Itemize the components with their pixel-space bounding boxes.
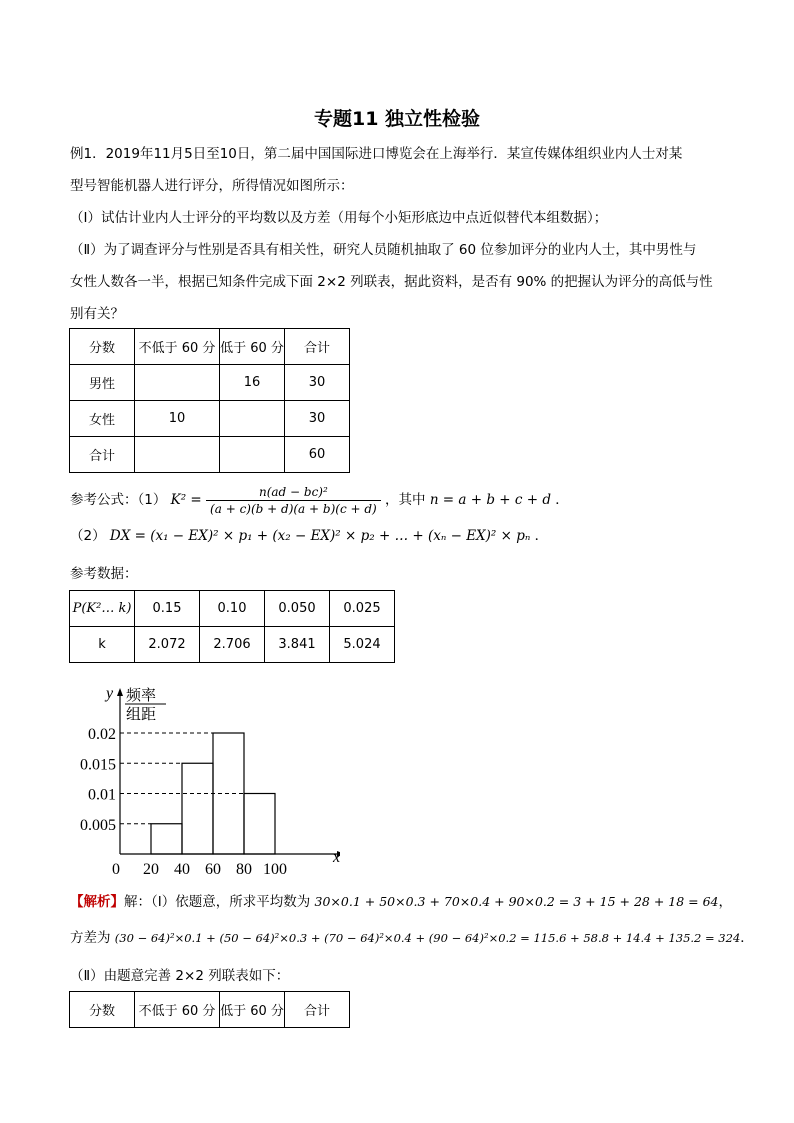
formula-2	[70, 526, 548, 546]
formula-label-2: （2）	[70, 528, 106, 544]
table-header: 低于 60 分	[220, 992, 285, 1028]
solution-line-3: （Ⅱ）由题意完善 2×2 列联表如下：	[70, 968, 290, 984]
frequency-histogram	[70, 682, 340, 880]
table-header: 合计	[285, 992, 350, 1028]
table-cell: P(K²… k)	[70, 591, 135, 627]
table-cell: 3.841	[265, 627, 330, 663]
formula-1	[70, 482, 569, 518]
table-cell: 60	[285, 437, 350, 473]
table-cell: 0.050	[265, 591, 330, 627]
solution-prefix: 解：（Ⅰ）依题意，所求平均数为	[124, 894, 311, 910]
contingency-table	[69, 328, 350, 473]
table-cell: 16	[220, 365, 285, 401]
completed-table	[69, 991, 350, 1028]
k2-fraction	[206, 484, 381, 517]
y-tick-label: 0.005	[80, 816, 116, 834]
table-cell	[135, 365, 220, 401]
table-cell: 男性	[70, 365, 135, 401]
table-cell: 0.025	[330, 591, 395, 627]
y-tick-label: 0.01	[88, 786, 116, 804]
variance-formula: DX = (x₁ − EX)² × p₁ + (x₂ − EX)² × p₂ + … + (xₙ − EX)² × pₙ	[109, 528, 531, 544]
table-cell: 2.072	[135, 627, 200, 663]
histogram-bar	[182, 763, 213, 854]
histogram-bar	[244, 794, 275, 855]
table-header: 分数	[70, 992, 135, 1028]
table-cell	[135, 437, 220, 473]
table-cell	[220, 401, 285, 437]
table-header: 分数	[70, 329, 135, 365]
solution-line-2	[70, 928, 754, 948]
example-line-1: 例1．2019年11月5日至10日，第二届中国国际进口博览会在上海举行．某宣传媒体组织业内人士对某	[70, 146, 683, 162]
fraction-denominator: (a + c)(b + d)(a + b)(c + d)	[210, 501, 377, 516]
x-tick-label: 20	[143, 861, 159, 878]
table-cell: 0.10	[200, 591, 265, 627]
variance-calculation: (30 − 64)²×0.1 + (50 − 64)²×0.3 + (70 − 64)²×0.4 + (90 − 64)²×0.2 = 115.6 + 58.8 + 14.4 + 135.2 = 324	[114, 931, 741, 945]
example-line-6: 别有关？	[70, 306, 124, 322]
example-line-2: 型号智能机器人进行评分，所得情况如图所示：	[70, 178, 354, 194]
table-cell: 10	[135, 401, 220, 437]
reference-data-label: 参考数据：	[70, 566, 138, 582]
formula-where: ，其中	[385, 492, 426, 508]
example-line-5: 女性人数各一半，根据已知条件完成下面 2×2 列联表，据此资料，是否有 90% 的把握认为评分的高低与性	[70, 274, 713, 290]
table-cell: 女性	[70, 401, 135, 437]
table-cell: 合计	[70, 437, 135, 473]
ylabel-top: 频率	[126, 686, 157, 704]
table-header: 合计	[285, 329, 350, 365]
example-line-4: （Ⅱ）为了调查评分与性别是否具有相关性，研究人员随机抽取了 60 位参加评分的业内人士，其中男性与	[70, 242, 697, 258]
n-definition: n = a + b + c + d	[429, 492, 551, 508]
x-tick-label: 0	[112, 861, 120, 878]
formula-period-2: ．	[534, 528, 549, 544]
formula-period: ．	[555, 492, 569, 508]
variance-prefix: 方差为	[70, 930, 111, 946]
solution-comma: ，	[718, 894, 733, 910]
y-axis-letter: y	[106, 685, 114, 702]
y-tick-label: 0.02	[88, 726, 116, 743]
table-header: 不低于 60 分	[135, 329, 220, 365]
table-cell: 30	[285, 401, 350, 437]
x-tick-label: 40	[174, 861, 190, 878]
example-line-3: （Ⅰ）试估计业内人士评分的平均数以及方差（用每个小矩形底边中点近似替代本组数据）；	[70, 210, 608, 226]
table-header: 低于 60 分	[220, 329, 285, 365]
formula-label: 参考公式：（1）	[70, 492, 167, 508]
x-tick-label: 60	[205, 861, 221, 878]
table-cell: 30	[285, 365, 350, 401]
solution-line-1	[70, 892, 732, 912]
solution-period: ．	[740, 930, 754, 946]
mean-calculation: 30×0.1 + 50×0.3 + 70×0.4 + 90×0.2 = 3 + 15 + 28 + 18 = 64	[314, 894, 719, 909]
x-axis-letter: x	[333, 849, 340, 866]
fraction-numerator: n(ad − bc)²	[206, 484, 381, 501]
table-cell: 0.15	[135, 591, 200, 627]
x-tick-label: 80	[236, 861, 252, 878]
table-cell: 5.024	[330, 627, 395, 663]
table-cell	[220, 437, 285, 473]
y-axis-arrow	[117, 688, 123, 696]
page-title: 专题11 独立性检验	[313, 108, 481, 130]
y-tick-label: 0.015	[80, 756, 116, 774]
reference-data-table	[69, 590, 395, 663]
analysis-tag: 【解析】	[70, 894, 124, 910]
table-cell: k	[70, 627, 135, 663]
k2-symbol: K² =	[170, 492, 202, 508]
table-header: 不低于 60 分	[135, 992, 220, 1028]
ylabel-bottom: 组距	[126, 705, 157, 723]
x-tick-label: 100	[263, 861, 287, 878]
histogram-bar	[151, 824, 182, 854]
table-cell: 2.706	[200, 627, 265, 663]
